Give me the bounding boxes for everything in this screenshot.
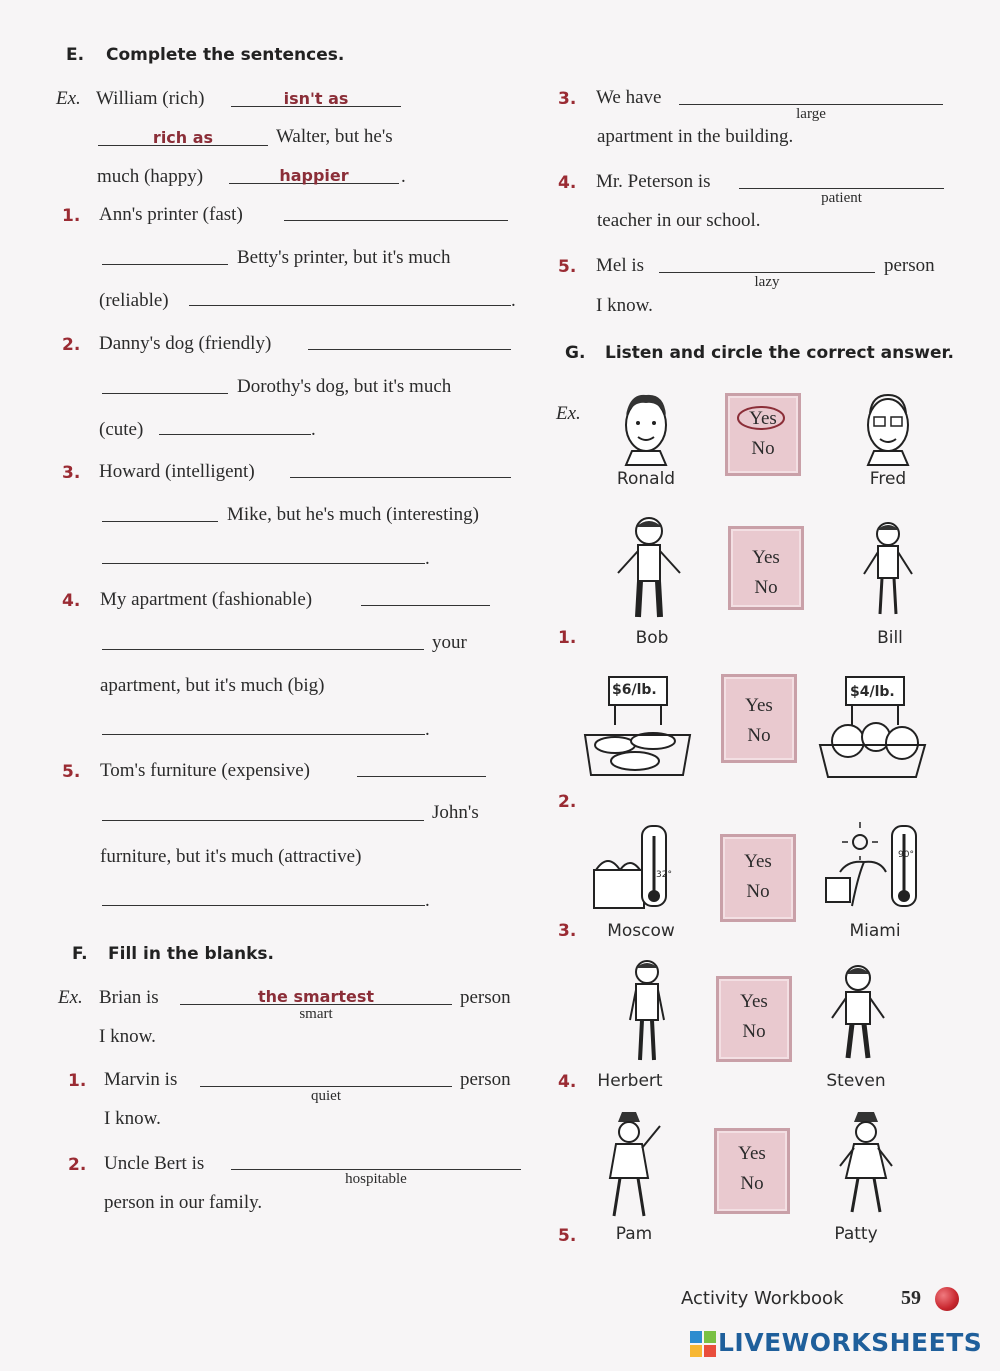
item-number: 3. xyxy=(558,89,577,109)
yes-no-box xyxy=(721,674,797,763)
section-g-title: Listen and circle the correct answer. xyxy=(605,343,954,363)
yes-option[interactable]: Yes xyxy=(744,851,772,872)
period: . xyxy=(425,548,430,569)
item-text: Mike, but he's much (interesting) xyxy=(227,504,479,525)
section-f-title: Fill in the blanks. xyxy=(108,944,274,964)
example-answer: rich as xyxy=(152,128,214,147)
period: . xyxy=(511,290,516,311)
moscow-thermometer-icon xyxy=(590,822,690,910)
left-name: Herbert xyxy=(597,1071,663,1091)
item-number: 2. xyxy=(68,1155,87,1175)
miami-thermometer-icon xyxy=(822,822,922,910)
item-text: Mr. Peterson is xyxy=(596,171,711,192)
no-option[interactable]: No xyxy=(754,577,778,598)
book-title: Activity Workbook xyxy=(681,1288,844,1309)
blank-input[interactable] xyxy=(102,393,228,394)
item-text: We have xyxy=(596,87,662,108)
row-label: Ex. xyxy=(556,403,581,424)
item-text: (cute) xyxy=(99,419,144,440)
example-text: Brian is xyxy=(99,987,159,1008)
hint-word: lazy xyxy=(754,274,780,290)
right-name: Patty xyxy=(834,1224,878,1244)
left-name: Moscow xyxy=(607,921,675,941)
hint-word: smart xyxy=(299,1006,333,1022)
hint-word: patient xyxy=(821,190,862,206)
no-option[interactable]: No xyxy=(747,725,771,746)
temperature-label: 90° xyxy=(898,850,914,860)
yes-no-box xyxy=(714,1128,790,1214)
item-text: Betty's printer, but it's much xyxy=(237,247,451,268)
item-number: 3. xyxy=(62,463,81,483)
right-name: Steven xyxy=(826,1071,886,1091)
example-text: much (happy) xyxy=(97,166,204,187)
left-name: Pam xyxy=(615,1224,653,1244)
item-number: 4. xyxy=(558,173,577,193)
blank-input[interactable] xyxy=(102,649,424,650)
item-number: 1. xyxy=(68,1071,87,1091)
example-label: Ex. xyxy=(58,987,83,1008)
no-option[interactable]: No xyxy=(740,1173,764,1194)
yes-option[interactable]: Yes xyxy=(740,991,768,1012)
blank-input[interactable] xyxy=(200,1086,452,1087)
item-text: teacher in our school. xyxy=(597,210,761,231)
blank-input[interactable] xyxy=(659,272,875,273)
period: . xyxy=(311,419,316,440)
price-sign: $4/lb. xyxy=(850,684,895,700)
section-e-letter: E. xyxy=(66,45,85,65)
example-answer: happier xyxy=(279,166,349,185)
period: . xyxy=(401,166,406,187)
left-name: Bob xyxy=(635,628,669,648)
blank-input[interactable] xyxy=(679,104,943,105)
item-text: (reliable) xyxy=(99,290,169,311)
example-label: Ex. xyxy=(56,88,81,109)
item-number: 1. xyxy=(62,206,81,226)
item-text: Ann's printer (fast) xyxy=(99,204,243,225)
no-option[interactable]: No xyxy=(742,1021,766,1042)
example-text: person xyxy=(460,987,511,1008)
patty-figure-icon xyxy=(836,1112,896,1216)
item-text: Uncle Bert is xyxy=(104,1153,205,1174)
example-text: Walter, but he's xyxy=(276,126,393,147)
blank-input[interactable] xyxy=(102,563,425,564)
blank-input[interactable] xyxy=(361,605,490,606)
row-label: 5. xyxy=(558,1226,577,1246)
temperature-label: 32° xyxy=(656,870,672,880)
item-text: John's xyxy=(432,802,479,823)
row-label: 4. xyxy=(558,1072,577,1092)
row-label: 1. xyxy=(558,628,577,648)
item-number: 5. xyxy=(558,257,577,277)
watermark-text[interactable]: LIVEWORKSHEETS xyxy=(718,1328,983,1357)
section-f-letter: F. xyxy=(72,944,88,964)
no-option[interactable]: No xyxy=(751,438,775,459)
yes-option[interactable]: Yes xyxy=(749,408,777,429)
blank-input[interactable] xyxy=(159,434,311,435)
item-text: person xyxy=(460,1069,511,1090)
blank-input[interactable] xyxy=(102,264,228,265)
right-name: Miami xyxy=(849,921,901,941)
example-text: I know. xyxy=(99,1026,156,1047)
blank-input[interactable] xyxy=(102,734,425,735)
example-answer: isn't as xyxy=(283,89,349,108)
blank-input[interactable] xyxy=(308,349,511,350)
bill-figure-icon xyxy=(860,520,916,620)
blank-input[interactable] xyxy=(189,305,511,306)
blank-input[interactable] xyxy=(290,477,511,478)
steven-figure-icon xyxy=(828,962,888,1062)
item-text: Marvin is xyxy=(104,1069,178,1090)
item-number: 2. xyxy=(62,335,81,355)
page-dot-icon xyxy=(935,1287,959,1311)
fred-face-icon xyxy=(860,385,916,465)
blank-input[interactable] xyxy=(102,521,218,522)
yes-no-box xyxy=(728,526,804,610)
bob-figure-icon xyxy=(614,515,684,623)
section-e-title: Complete the sentences. xyxy=(106,45,345,65)
item-text: person in our family. xyxy=(104,1192,263,1213)
example-answer: the smartest xyxy=(257,987,374,1006)
period: . xyxy=(425,890,430,911)
item-text: Danny's dog (friendly) xyxy=(99,333,272,354)
item-text: your xyxy=(432,632,467,653)
yes-option[interactable]: Yes xyxy=(752,547,780,568)
row-label: 3. xyxy=(558,921,577,941)
no-option[interactable]: No xyxy=(746,881,770,902)
right-name: Fred xyxy=(869,469,907,489)
blank-input[interactable] xyxy=(739,188,944,189)
item-text: Tom's furniture (expensive) xyxy=(100,760,310,781)
ronald-face-icon xyxy=(618,385,674,465)
hint-word: quiet xyxy=(311,1088,341,1104)
item-number: 5. xyxy=(62,762,81,782)
yes-no-box xyxy=(716,976,792,1062)
item-text: I know. xyxy=(104,1108,161,1129)
pam-figure-icon xyxy=(596,1112,666,1222)
item-text: I know. xyxy=(596,295,653,316)
item-text: person xyxy=(884,255,935,276)
left-name: Ronald xyxy=(616,469,676,489)
liveworksheets-logo-icon xyxy=(690,1331,716,1359)
blank-input[interactable] xyxy=(102,820,424,821)
yes-option[interactable]: Yes xyxy=(738,1143,766,1164)
hint-word: large xyxy=(796,106,826,122)
item-text: Mel is xyxy=(596,255,645,276)
period: . xyxy=(425,719,430,740)
row-label: 2. xyxy=(558,792,577,812)
blank-input[interactable] xyxy=(102,905,425,906)
item-number: 4. xyxy=(62,591,81,611)
yes-option[interactable]: Yes xyxy=(745,695,773,716)
blank-input[interactable] xyxy=(357,776,486,777)
item-text: furniture, but it's much (attractive) xyxy=(100,846,362,867)
section-g-letter: G. xyxy=(565,343,586,363)
hint-word: hospitable xyxy=(345,1171,407,1187)
item-text: Dorothy's dog, but it's much xyxy=(237,376,452,397)
item-text: Howard (intelligent) xyxy=(99,461,255,482)
price-sign: $6/lb. xyxy=(612,682,657,698)
item-text: My apartment (fashionable) xyxy=(100,589,313,610)
page-number: 59 xyxy=(901,1287,921,1309)
blank-input[interactable] xyxy=(284,220,508,221)
right-name: Bill xyxy=(877,628,903,648)
yes-no-box xyxy=(720,834,796,922)
blank-input[interactable] xyxy=(231,1169,521,1170)
example-text: William (rich) xyxy=(96,88,205,109)
item-text: apartment in the building. xyxy=(597,126,794,147)
item-text: apartment, but it's much (big) xyxy=(100,675,325,696)
yes-no-box xyxy=(725,393,801,476)
herbert-figure-icon xyxy=(622,958,672,1064)
